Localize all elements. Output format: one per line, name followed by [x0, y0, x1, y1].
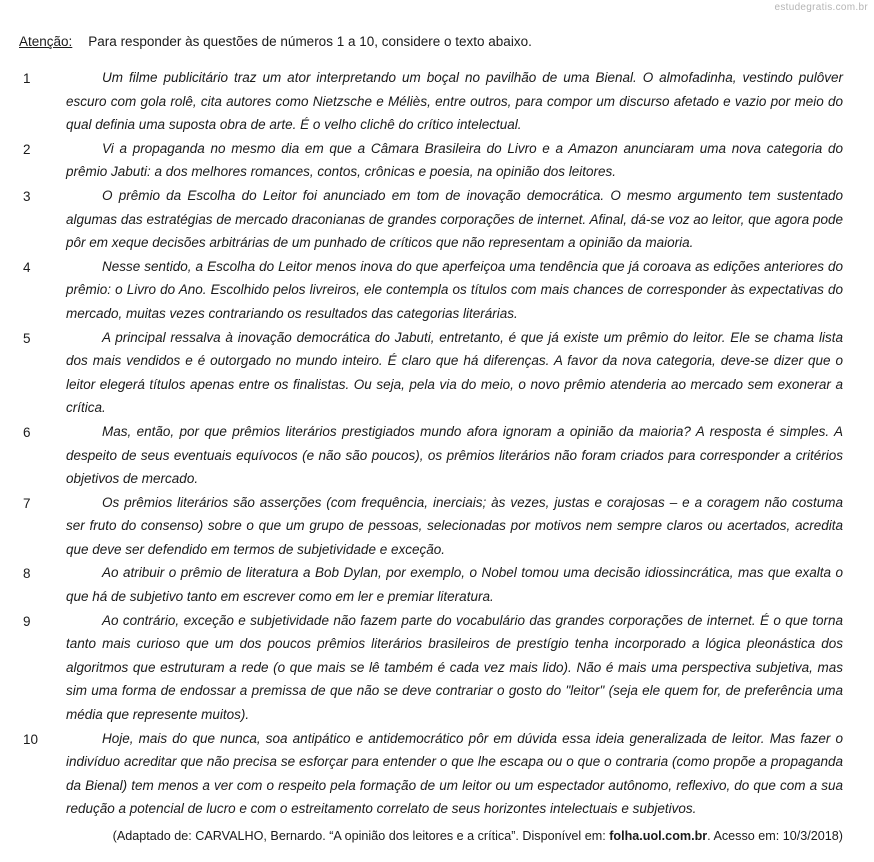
- paragraph-number: 3: [23, 188, 31, 204]
- paragraph-text: Vi a propaganda no mesmo dia em que a Câmara Brasileira do Livro e a Amazon anunciaram uma nova categoria do prêmio Jabuti: a dos melhores romances, contos, crônicas e poesia, na opinião dos leitores.: [66, 140, 843, 180]
- source-prefix: (Adaptado de: CARVALHO, Bernardo. “A opinião dos leitores e a crítica”. Disponível em:: [112, 829, 610, 843]
- paragraph-text: Os prêmios literários são asserções (com frequência, inerciais; às vezes, justas e corajosas – e a coragem não costuma ser fruto do consenso) sobre o que um grupo de pessoas, selecionadas por motivos nem sempre claros ou acertados, acredita que deve ser defendido em termos de subjetividade e exceção.: [66, 494, 843, 557]
- paragraph-text: Mas, então, por que prêmios literários prestigiados mundo afora ignoram a opinião da maioria? A resposta é simples. A despeito de seus eventuais equívocos (e não são poucos), os prêmios literários não foram criados para corresponder a critérios objetivos de mercado.: [66, 423, 843, 487]
- paragraph-text: Ao contrário, exceção e subjetividade não fazem parte do vocabulário das grandes corporações de internet. É o que torna tanto mais curioso que um dos poucos prêmios literários brasileiros de prestígio tenha incorporado a lógica pleonástica dos algoritmos que estruturam a rede (o que mais se lê também é cada vez mais lido). Não é mais uma perspectiva subjetiva, mas sim uma forma de endossar a premissa de que não se deve contrariar o gosto do "leitor" (seja ele quem for, de preferência uma média que represente muitos).: [66, 612, 843, 723]
- paragraph-text: Um filme publicitário traz um ator interpretando um boçal no pavilhão de uma Bienal. O almofadinha, vestindo pulôver escuro com gola rolê, cita autores como Nietzsche e Méliès, entre outros, para compor um discurso afetado e vazio por meio do qual definia uma suposta obra de arte. É o velho clichê do crítico intelectual.: [66, 70, 843, 133]
- paragraph-number: 1: [23, 71, 31, 86]
- source-suffix: . Acesso em: 10/3/2018): [707, 829, 843, 843]
- paragraph-text: Hoje, mais do que nunca, soa antipático e antidemocrático pôr em dúvida essa ideia generalizada de leitor. Mas fazer o indivíduo acreditar que não precisa se esforçar para entender o que lhe escapa ou o que o contraria (como propõe a propaganda da Bienal) tem menos a ver com o respeito pela formação de um leitor ou um espectador autônomo, reflexivo, do que com a sua redução a potencial de lucro e com o estreitamento correlato de seus horizontes intelectuais e subjetivos.: [66, 730, 843, 817]
- paragraph-text: A principal ressalva à inovação democrática do Jabuti, entretanto, é que já existe um prêmio do leitor. Ele se chama lista dos mais vendidos e é outorgado no mundo inteiro. É claro que há diferenças. A favor da nova categoria, deve-se dizer que o leitor elegerá títulos apenas entre os finalistas. Ou seja, pela via do meio, o novo prêmio atenderia ao mercado sem exonerar a crítica.: [66, 329, 843, 416]
- source-citation: [113, 827, 843, 845]
- paragraph-text: O prêmio da Escolha do Leitor foi anunciado em tom de inovação democrática. O mesmo argumento tem sustentado algumas das estratégias de mercado draconianas de grandes corporações de internet. Afinal, dá-se voz ao leitor, que agora pode pôr em xeque decisões arbitrárias de um punhado de críticos que não representam a opinião da maioria.: [66, 187, 843, 251]
- paragraph-7: [19, 491, 843, 562]
- paragraph-3: [19, 184, 843, 255]
- paragraph-text: Ao atribuir o prêmio de literatura a Bob Dylan, por exemplo, o Nobel tomou uma decisão idiossincrática, mas que exalta o que há de subjetivo tanto em escrever como em ler e premiar literatura.: [66, 565, 843, 605]
- paragraph-1: [19, 66, 843, 137]
- paragraph-number: 7: [23, 495, 31, 511]
- paragraph-10: [19, 727, 843, 821]
- attention-label: Atenção:: [19, 34, 73, 49]
- attention-heading: [19, 33, 854, 51]
- paragraph-number: 5: [23, 330, 31, 346]
- paragraph-number: 10: [23, 731, 39, 747]
- paragraph-number: 9: [23, 613, 31, 629]
- paragraph-8: [19, 561, 843, 608]
- paragraph-6: [19, 420, 843, 491]
- paragraph-9: [19, 609, 843, 727]
- paragraph-number: 2: [23, 141, 31, 157]
- paragraph-number: 4: [23, 259, 31, 275]
- text-body: [19, 66, 843, 821]
- source-site: folha.uol.com.br: [609, 829, 708, 843]
- paragraph-2: [19, 137, 843, 184]
- paragraph-number: 6: [23, 424, 31, 440]
- paragraph-text: Nesse sentido, a Escolha do Leitor menos inova do que aperfeiçoa uma tendência que já coroava as edições anteriores do prêmio: o Livro do Ano. Escolhido pelos livreiros, ele contempla os títulos com mais chances de corresponder às expectativas do mercado, muitas vezes contrariando os resultados das categorias literárias.: [66, 258, 843, 321]
- paragraph-4: [19, 255, 843, 326]
- paragraph-number: 8: [23, 566, 31, 582]
- watermark: estudegratis.com.br: [774, 2, 868, 13]
- attention-text: Para responder às questões de números 1 a 10, considere o texto abaixo.: [88, 34, 532, 49]
- paragraph-5: [19, 326, 843, 420]
